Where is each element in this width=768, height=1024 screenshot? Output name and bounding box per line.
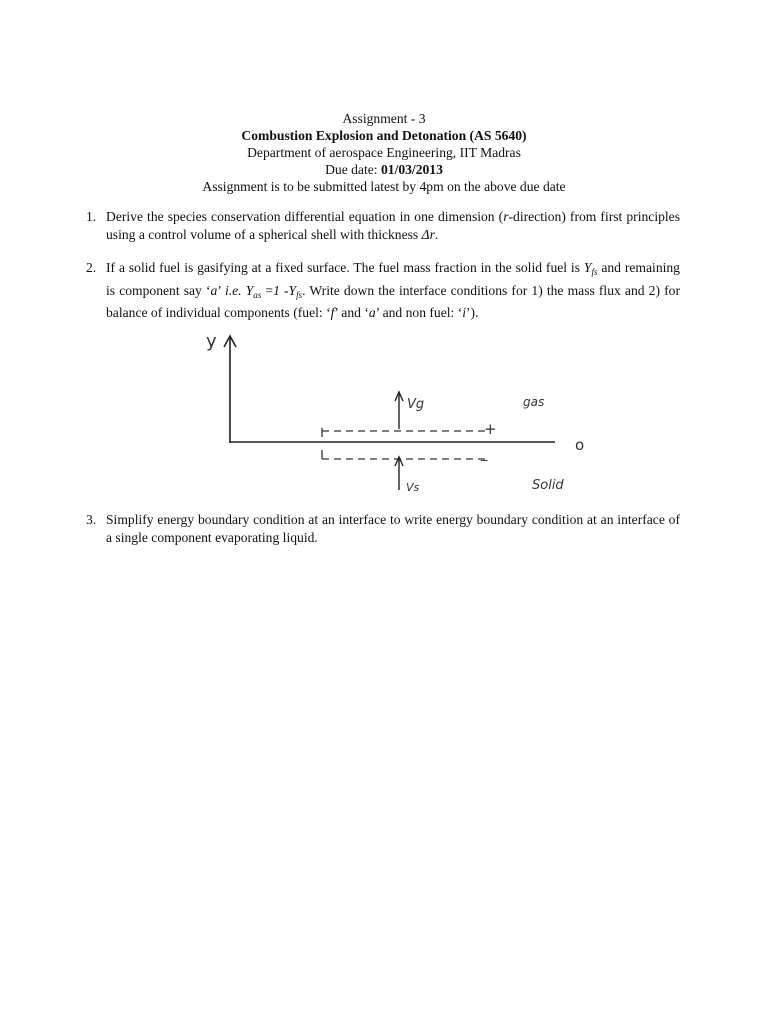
- department-line: Department of aerospace Engineering, IIT Madras: [247, 145, 521, 160]
- question-number: 2.: [86, 260, 97, 275]
- question-3: [86, 511, 680, 546]
- assignment-header: [0, 110, 768, 195]
- course-title: Combustion Explosion and Detonation (AS 5640): [241, 128, 527, 143]
- minus-label: _: [481, 447, 488, 462]
- question-number: 1.: [86, 209, 97, 224]
- interface-sketch: [195, 325, 605, 500]
- delta-r-symbol: Δr: [421, 226, 435, 242]
- assignment-number: Assignment - 3: [342, 111, 426, 126]
- question-text: If a solid fuel is gasifying at a fixed surface. The fuel mass fraction in the solid fuel is $Y_{fs}$ and remaining is component say ‘a’ i.e. $Y_{as} =1$ $-Y_{fs}$. Write down the interface conditions for 1) the mass flux and 2) for balance of individual components (fuel: ‘f’ and ‘a’ and non fuel: ‘i’).: [106, 260, 680, 321]
- question-text: Simplify energy boundary condition at an interface to write energy boundary condition at an interface of a single component evaporating liquid.: [106, 512, 680, 545]
- due-label: Due date:: [325, 162, 381, 177]
- origin-label: o: [575, 436, 585, 454]
- question-text: Derive the species conservation differential equation in one dimension (r-direction) from first principles using a control volume of a spherical shell with thickness Δr.: [106, 209, 680, 242]
- gas-label: gas: [523, 395, 545, 409]
- vs-label: Vs: [406, 481, 420, 494]
- question-2: [86, 259, 680, 322]
- question-number: 3.: [86, 512, 97, 527]
- due-date-line: [0, 161, 768, 178]
- y-axis-label: y: [206, 331, 217, 352]
- submission-note: Assignment is to be submitted latest by 4pm on the above due date: [202, 179, 566, 194]
- plus-label: +: [484, 420, 497, 438]
- solid-label: Solid: [532, 478, 564, 493]
- due-date: 01/03/2013: [380, 162, 443, 177]
- vg-label: Vg: [407, 397, 425, 412]
- question-1: [86, 208, 680, 243]
